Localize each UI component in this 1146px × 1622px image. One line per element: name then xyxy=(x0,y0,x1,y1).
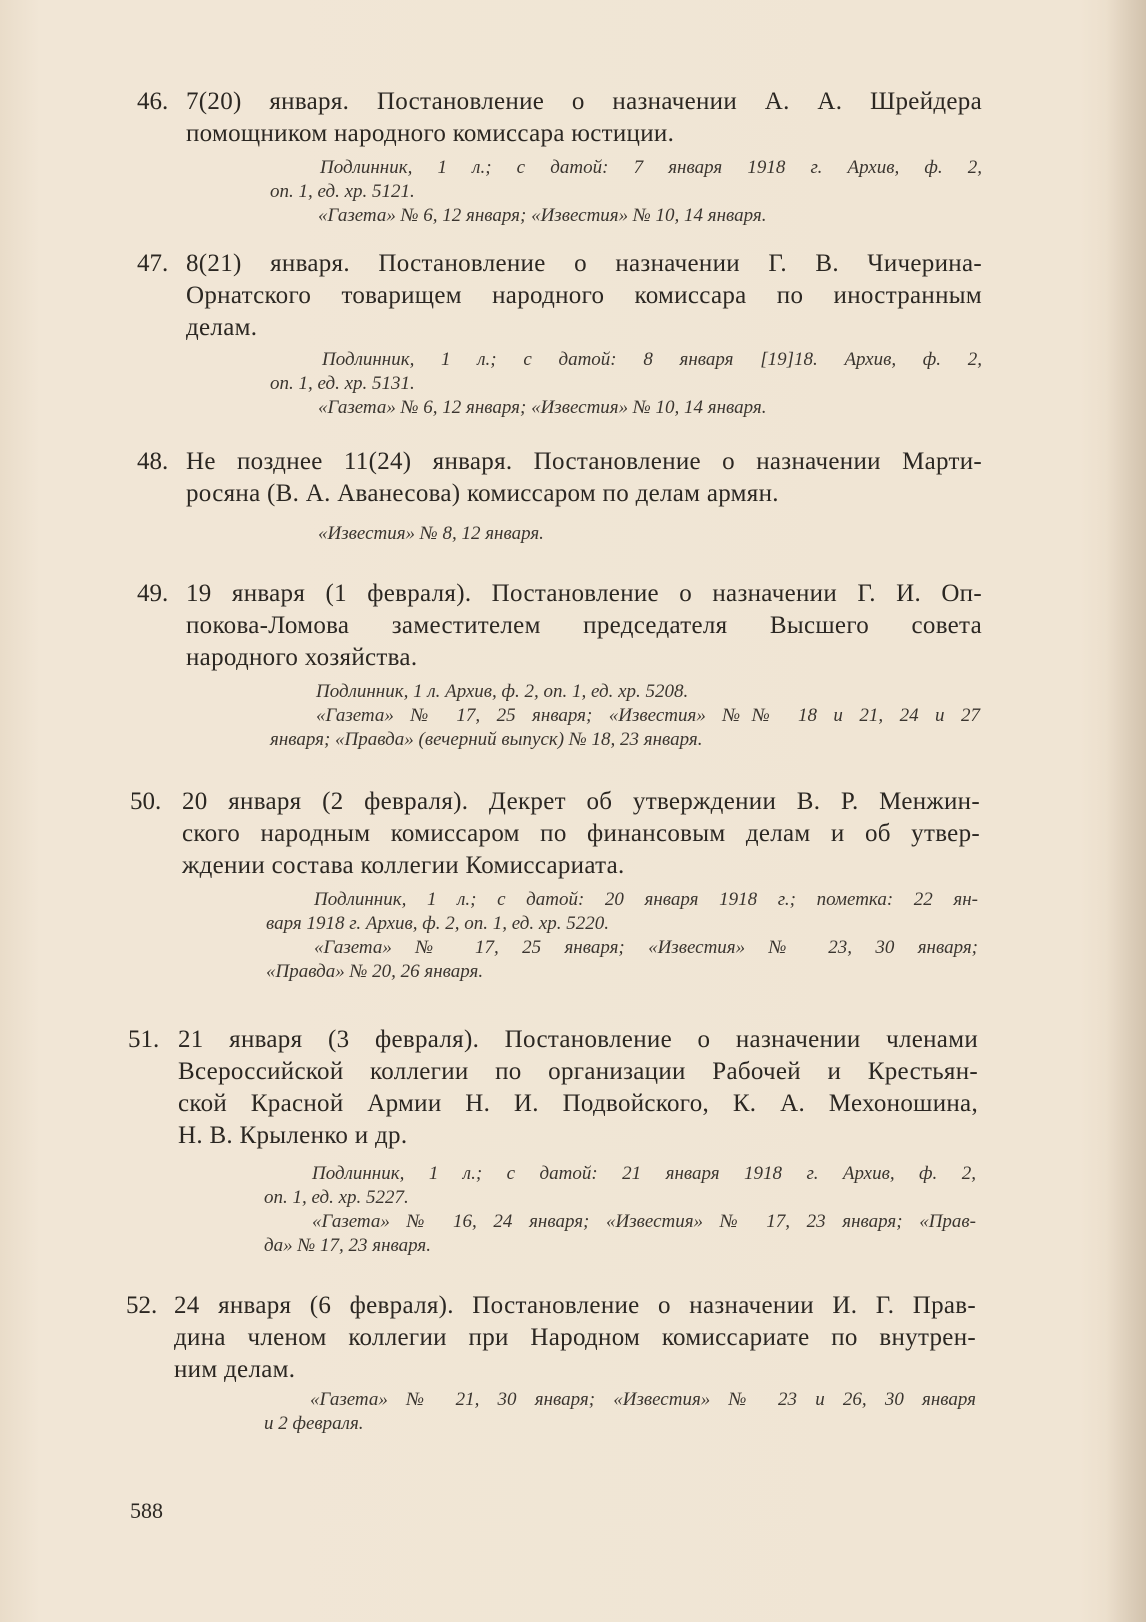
entry-number: 51. xyxy=(128,1026,160,1053)
entry-number: 47. xyxy=(137,250,169,277)
entry-sources: «Известия» № 8, 12 января. xyxy=(318,523,544,544)
entry-heading: 24 января (6 февраля). Постановление о назначении И. Г. Прав- дина членом коллегии при Народном комиссариате по внутрен- ним делам. xyxy=(174,1292,976,1383)
entry-heading: Не позднее 11(24) января. Постановление о назначении Марти- росяна (В. А. Аванесова) комиссаром по делам армян. xyxy=(186,448,982,507)
entry-sources: Подлинник, 1 л.; с датой: 20 января 1918 г.; пометка: 22 ян- варя 1918 г. Архив, ф. 2, оп. 1, ед. хр. 5220. «Газета» № 17, 25 января; «Известия» № 23, 30 января; «Правда» № 20, 26 января. xyxy=(266,889,978,982)
entry-sources: «Газета» № 21, 30 января; «Известия» № 23 и 26, 30 января и 2 февраля. xyxy=(264,1389,976,1434)
entry-heading: 8(21) января. Постановление о назначении Г. В. Чичерина- Орнатского товарищем народного комиссара по иностранным делам. xyxy=(186,250,982,341)
entry-number: 49. xyxy=(137,580,169,607)
page-edge-shadow xyxy=(1106,0,1146,1622)
entry-heading: 19 января (1 февраля). Постановление о назначении Г. И. Оп- покова-Ломова заместителем председателя Высшего совета народного хозяйства. xyxy=(186,580,982,671)
entry-heading: 21 января (3 февраля). Постановление о назначении членами Всероссийской коллегии по организации Рабочей и Крестьян- ской Красной Армии Н. И. Подвойского, К. А. Мехоношина, Н. В. Крыленко и др. xyxy=(178,1026,978,1149)
entry-sources: Подлинник, 1 л.; с датой: 7 января 1918 г. Архив, ф. 2, оп. 1, ед. хр. 5121. «Газета» № 6, 12 января; «Известия» № 10, 14 января. xyxy=(270,157,982,226)
entry-sources: Подлинник, 1 л.; с датой: 21 января 1918 г. Архив, ф. 2, оп. 1, ед. хр. 5227. «Газета» № 16, 24 января; «Известия» № 17, 23 января; «Прав- да» № 17, 23 января. xyxy=(264,1163,976,1256)
entry-sources: Подлинник, 1 л.; с датой: 8 января [19]18. Архив, ф. 2, оп. 1, ед. хр. 5131. «Газета» № 6, 12 января; «Известия» № 10, 14 января. xyxy=(270,349,982,418)
entry-number: 52. xyxy=(126,1292,158,1319)
entry-sources: Подлинник, 1 л. Архив, ф. 2, оп. 1, ед. хр. 5208. «Газета» № 17, 25 января; «Известия» №№ 18 и 21, 24 и 27 января; «Правда» (вечерний выпуск) № 18, 23 января. xyxy=(270,681,980,750)
entry-number: 48. xyxy=(137,448,169,475)
entry-number: 50. xyxy=(130,788,162,815)
entry-heading: 7(20) января. Постановление о назначении А. А. Шрейдера помощником народного комиссара юстиции. xyxy=(186,88,982,147)
page-number: 588 xyxy=(130,1498,163,1523)
entry-number: 46. xyxy=(137,88,169,115)
entry-heading: 20 января (2 февраля). Декрет об утверждении В. Р. Менжин- ского народным комиссаром по финансовым делам и об утвер- ждении состава коллегии Комиссариата. xyxy=(182,788,980,879)
